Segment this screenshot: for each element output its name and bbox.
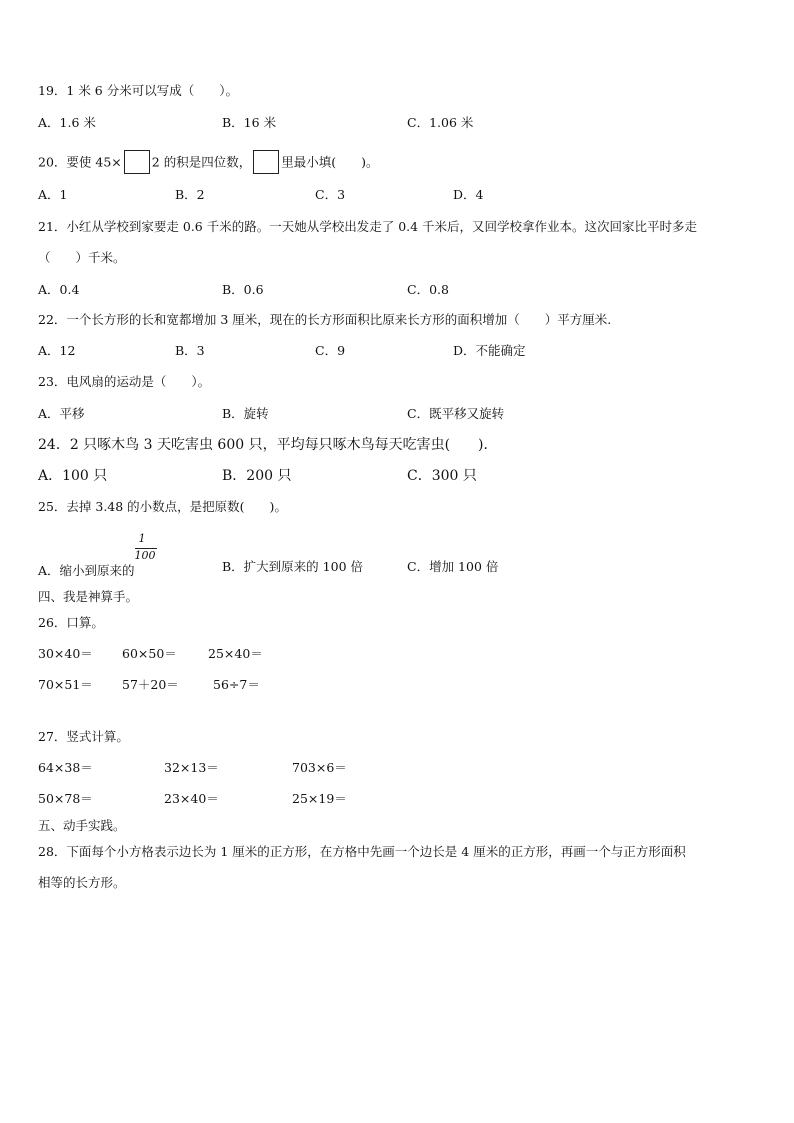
fraction-denominator: 100 <box>134 549 156 562</box>
q20-option-b: B．2 <box>175 187 205 202</box>
q19-option-c: C．1.06 米 <box>407 115 474 130</box>
q22-option-d: D．不能确定 <box>453 343 526 358</box>
q21-option-c: C．0.8 <box>407 282 449 297</box>
fraction <box>134 532 157 575</box>
q27-item: 32×13＝ <box>164 760 219 775</box>
q27-item: 703×6＝ <box>292 760 347 775</box>
q26-item: 30×40＝ <box>38 646 93 661</box>
q25-option-a <box>38 532 157 579</box>
q20-option-d: D．4 <box>453 187 484 202</box>
q26-item: 57＋20＝ <box>122 677 179 692</box>
question-28-line1: 28．下面每个小方格表示边长为 1 厘米的正方形，在方格中先画一个边长是 4 厘米的正方形，再画一个与正方形面积 <box>38 844 686 859</box>
question-23: 23．电风扇的运动是（ ）。 <box>38 374 211 389</box>
q27-item: 64×38＝ <box>38 760 93 775</box>
section-5-heading: 五、动手实践。 <box>38 818 126 833</box>
blank-box <box>253 150 279 174</box>
q20-text-part1: 20．要使 45× <box>38 154 122 170</box>
q21-option-b: B．0.6 <box>222 282 264 297</box>
q25-option-c: C．增加 100 倍 <box>407 559 499 574</box>
question-22: 22．一个长方形的长和宽都增加 3 厘米，现在的长方形面积比原来长方形的面积增加（ ）平方厘米. <box>38 312 612 327</box>
fraction-numerator: 1 <box>138 532 146 545</box>
q20-text-part2: 2 的积是四位数， <box>151 154 252 170</box>
question-21-line2: （ ）千米。 <box>38 250 126 265</box>
section-4-heading: 四、我是神算手。 <box>38 589 139 604</box>
q21-option-a: A．0.4 <box>38 282 80 297</box>
question-26-title: 26．口算。 <box>38 615 104 630</box>
q27-item: 50×78＝ <box>38 791 93 806</box>
q26-item: 70×51＝ <box>38 677 93 692</box>
q20-option-c: C．3 <box>315 187 346 202</box>
q27-item: 23×40＝ <box>164 791 219 806</box>
question-28-line2: 相等的长方形。 <box>38 875 126 890</box>
q26-item: 56÷7＝ <box>213 677 260 692</box>
q22-option-b: B．3 <box>175 343 205 358</box>
question-21-line1: 21．小红从学校到家要走 0.6 千米的路。一天她从学校出发走了 0.4 千米后，又回学校拿作业本。这次回家比平时多走 <box>38 219 698 234</box>
q22-option-a: A．12 <box>38 343 76 358</box>
question-24: 24．2 只啄木鸟 3 天吃害虫 600 只，平均每只啄木鸟每天吃害虫( )． <box>38 437 498 453</box>
question-27-title: 27．竖式计算。 <box>38 729 129 744</box>
q20-option-a: A．1 <box>38 187 68 202</box>
q23-option-a: A．平移 <box>38 406 85 421</box>
q26-item: 25×40＝ <box>208 646 263 661</box>
q23-option-c: C．既平移又旋转 <box>407 406 505 421</box>
question-20 <box>38 151 378 175</box>
q22-option-c: C．9 <box>315 343 346 358</box>
q24-option-b: B．200 只 <box>222 468 292 484</box>
q19-option-a: A．1.6 米 <box>38 115 96 130</box>
q23-option-b: B．旋转 <box>222 406 269 421</box>
q27-item: 25×19＝ <box>292 791 347 806</box>
q20-text-part3: 里最小填( )。 <box>281 154 379 170</box>
blank-box <box>124 150 150 174</box>
q26-item: 60×50＝ <box>122 646 177 661</box>
q25-option-a-text: A．缩小到原来的 <box>38 563 135 578</box>
question-25: 25．去掉 3.48 的小数点，是把原数( )。 <box>38 499 287 514</box>
question-19: 19．1 米 6 分米可以写成（ ）。 <box>38 83 238 98</box>
q24-option-a: A．100 只 <box>38 468 108 484</box>
q25-option-b: B．扩大到原来的 100 倍 <box>222 559 363 574</box>
q24-option-c: C．300 只 <box>407 468 477 484</box>
q19-option-b: B．16 米 <box>222 115 277 130</box>
